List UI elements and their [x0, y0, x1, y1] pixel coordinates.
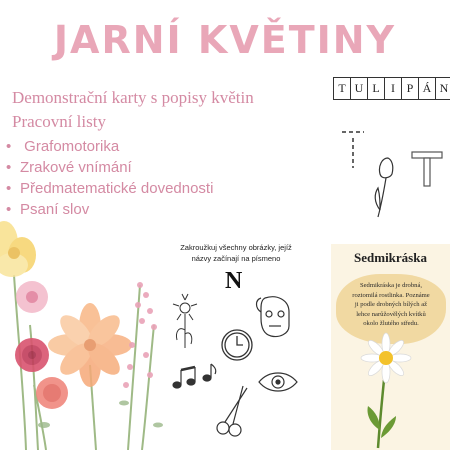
eye-icon	[259, 373, 297, 391]
letter-cell: N	[435, 77, 450, 100]
list-item	[6, 178, 213, 199]
description-line: ji podle drobných bílých až	[354, 301, 428, 308]
description-line: Sedmikráska je drobná,	[359, 282, 423, 289]
red-rose-icon	[15, 338, 49, 372]
letter-cell: L	[367, 77, 385, 100]
bullet-icon: •	[6, 201, 12, 218]
description-line: roztomilá rostlinka. Poznáme	[352, 291, 430, 299]
music-notes-icon	[173, 364, 216, 388]
list-item-label: Psaní slov	[20, 201, 90, 218]
instruction-line: názvy začínají na písmeno	[191, 254, 281, 263]
list-item-label: Předmatematické dovednosti	[20, 180, 214, 197]
letter-cell: T	[333, 77, 351, 100]
letter-cell: P	[401, 77, 419, 100]
dotted-letter-t-icon	[342, 132, 364, 168]
letter-cell: U	[350, 77, 368, 100]
yellow-flower-icon	[0, 221, 36, 277]
watercolor-flowers	[0, 215, 170, 450]
word-grid	[334, 77, 450, 100]
list-item	[6, 157, 213, 178]
list-item-label: Grafomotorika	[20, 138, 120, 155]
worksheet-letter: N	[225, 268, 243, 294]
flower-card-description	[339, 281, 443, 329]
bullet-icon: •	[6, 138, 12, 155]
tracing-illustration	[330, 122, 450, 232]
feature-list	[6, 136, 213, 220]
instruction-line: Zakroužkuj všechny obrázky, jejíž	[180, 243, 292, 252]
headline: Demonstrační karty s popisy květin	[12, 88, 254, 107]
narcissus-icon	[173, 294, 197, 348]
tulip-icon	[375, 158, 393, 217]
worksheet-pictures	[165, 290, 305, 440]
page-title: JARNÍ KVĚTINY	[53, 18, 397, 62]
scissors-icon	[217, 386, 247, 436]
list-item	[6, 136, 213, 157]
list-item-label: Zrakové vnímání	[20, 159, 132, 176]
letter-cell: I	[384, 77, 402, 100]
clock-icon	[222, 330, 252, 360]
face-icon	[257, 297, 290, 337]
flower-card-title: Sedmikráska	[354, 250, 427, 265]
worksheet-instruction	[162, 242, 310, 264]
subheadline: Pracovní listy	[12, 112, 106, 131]
description-line: lehce narůžovělých kvítků	[356, 310, 426, 318]
coral-rose-icon	[36, 377, 68, 409]
description-line: okolo žlutého středu.	[363, 320, 419, 327]
pink-flower-icon	[16, 281, 48, 313]
daisy-illustration	[346, 330, 436, 450]
bullet-icon: •	[6, 180, 12, 197]
letter-t-icon	[412, 152, 442, 186]
bullet-icon: •	[6, 159, 12, 176]
orange-flower-icon	[48, 303, 132, 387]
letter-cell: Á	[418, 77, 436, 100]
